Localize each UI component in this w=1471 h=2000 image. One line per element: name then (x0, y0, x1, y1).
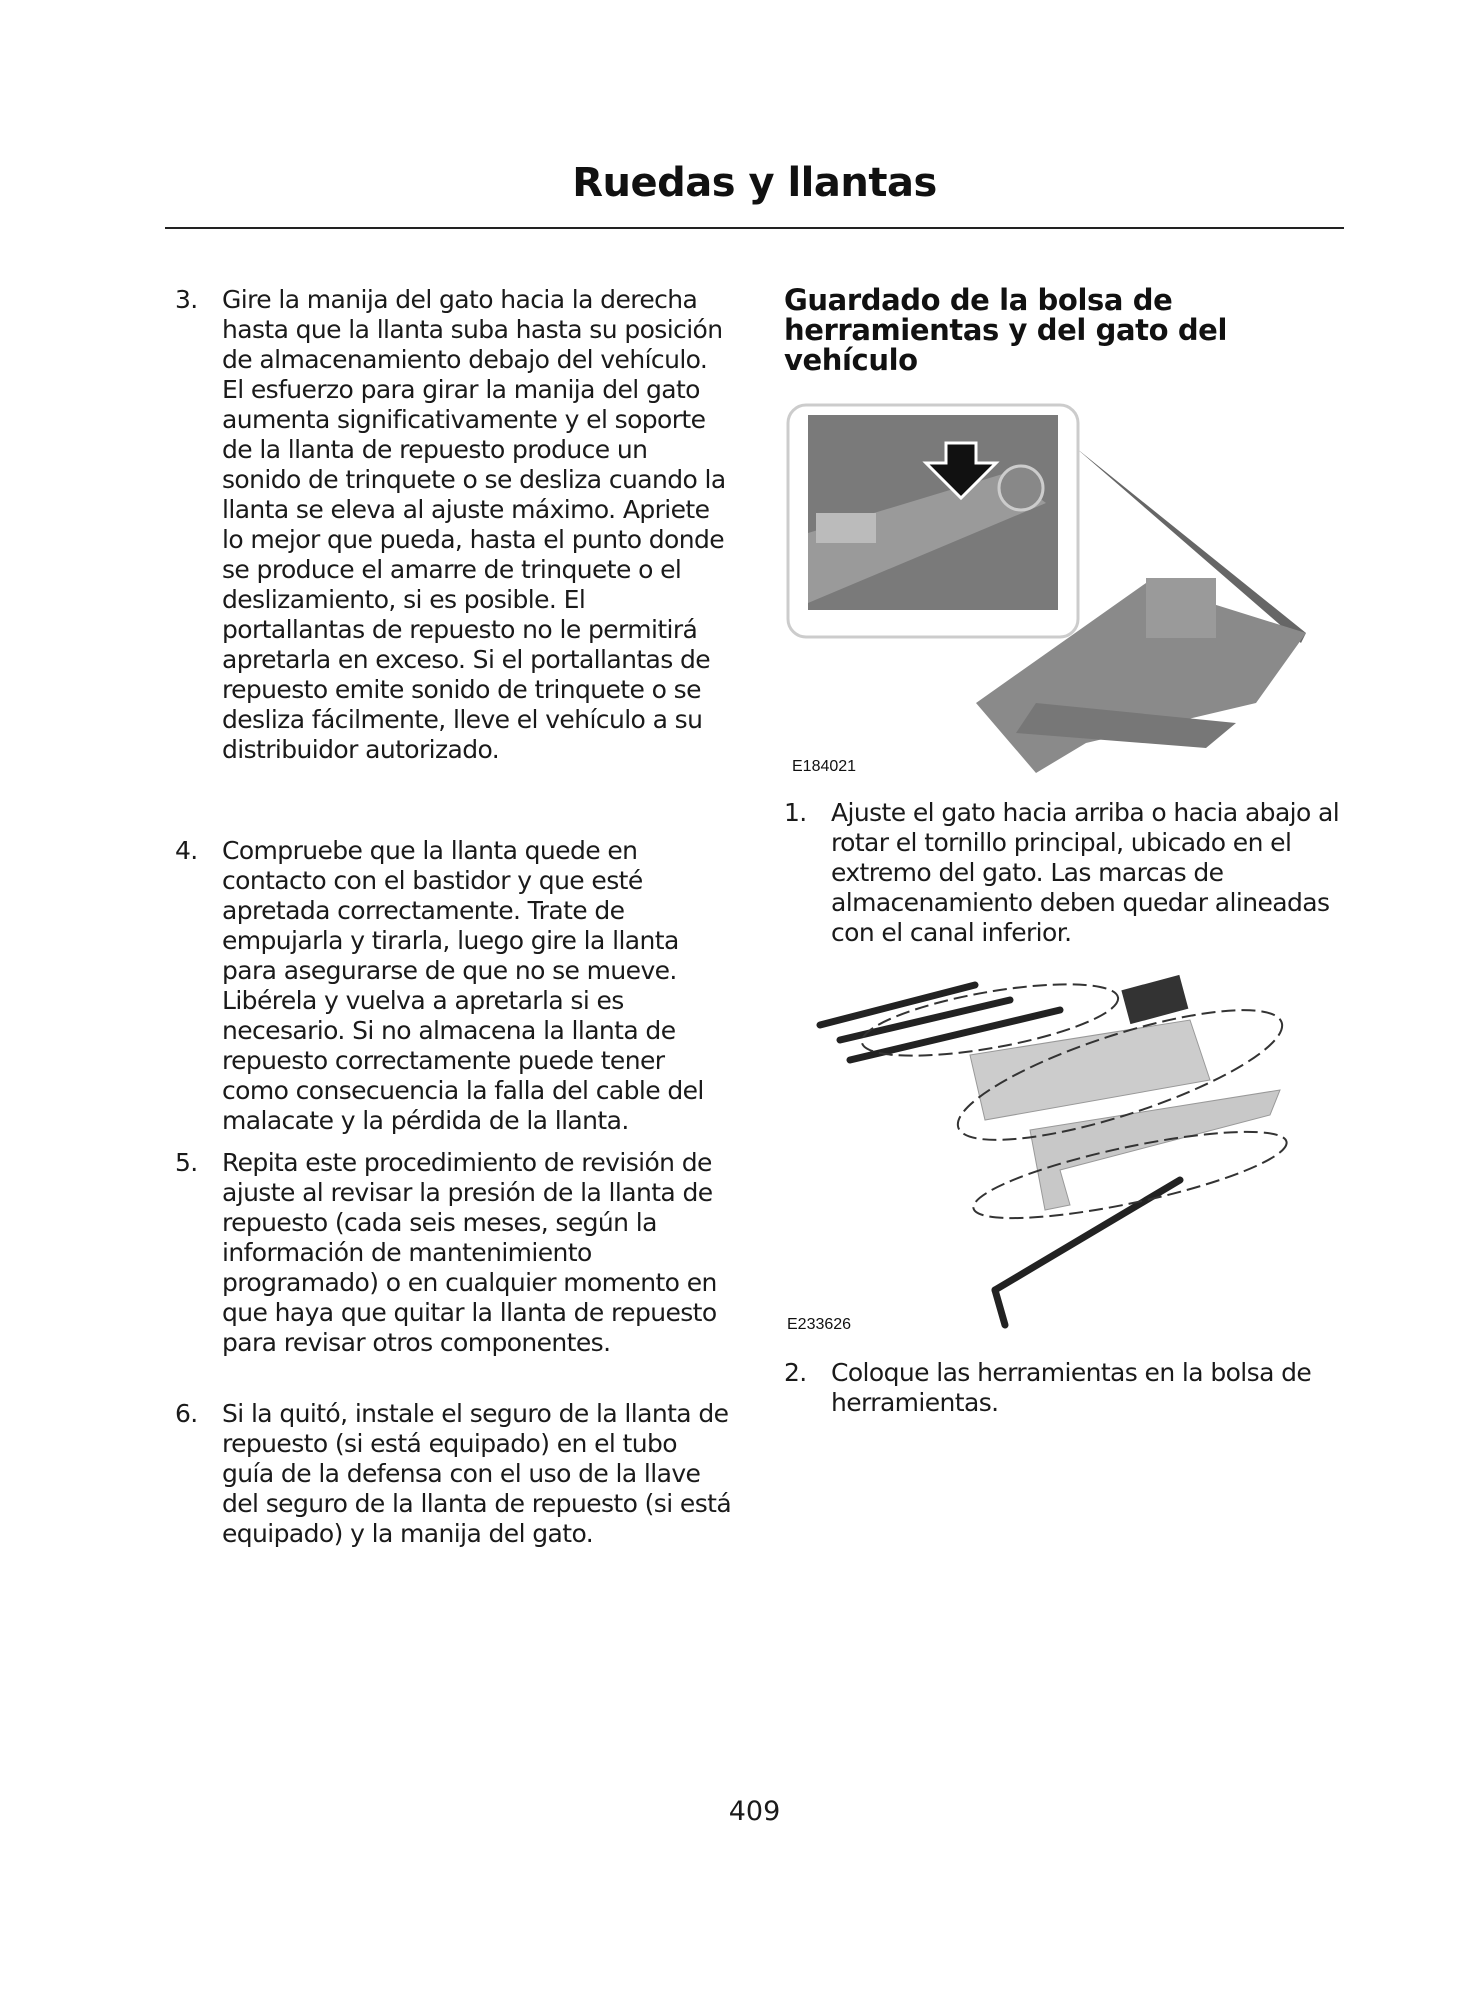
figure-label: E184021 (792, 758, 857, 775)
section-heading: Guardado de la bolsa de herramientas y del gato del vehículo (784, 283, 1227, 377)
figure-label: E233626 (787, 1316, 852, 1333)
item-number: 4. (175, 836, 198, 865)
page-title: Ruedas y llantas (572, 160, 937, 206)
toolkit-illustration (800, 970, 1290, 1335)
header-divider (165, 227, 1344, 229)
item-number: 1. (784, 798, 807, 827)
item-text: Gire la manija del gato hacia la derecha hasta que la llanta suba hasta su posición de almacenamiento debajo del vehículo. El esfuerzo para girar la manija del gato aumenta significativamente y el soporte de la llanta de repuesto produce un sonido de trinquete o se desliza cuando la llanta se eleva al ajuste máximo. Apriete lo mejor que pueda, hasta el punto donde se produce el amarre de trinquete o el deslizamiento, si es posible. El portallantas de repuesto no le permitirá apretarla en exceso. Si el portallantas de repuesto emite sonido de trinquete o se desliza fácilmente, lleve el vehículo a su distribuidor autorizado. (222, 285, 726, 764)
item-text: Ajuste el gato hacia arriba o hacia abajo al rotar el tornillo principal, ubicado en el extremo del gato. Las marcas de almacenamiento deben quedar alineadas con el canal inferior. (831, 798, 1340, 947)
item-number: 6. (175, 1399, 198, 1428)
item-text: Repita este procedimiento de revisión de ajuste al revisar la presión de la llanta de repuesto (cada seis meses, según la información de mantenimiento programado) o en cualquier momento en que haya que quitar la llanta de repuesto para revisar otros componentes. (222, 1148, 717, 1357)
item-number: 5. (175, 1148, 198, 1177)
item-number: 2. (784, 1358, 807, 1387)
item-text: Coloque las herramientas en la bolsa de herramientas. (831, 1358, 1312, 1417)
item-number: 3. (175, 285, 198, 314)
item-text: Compruebe que la llanta quede en contacto con el bastidor y que esté apretada correctamente. Trate de empujarla y tirarla, luego gire la llanta para asegurarse de que no se mueve. Libérela y vuelva a apretarla si es necesario. Si no almacena la llanta de repuesto correctamente puede tener como consecuencia la falla del cable del malacate y la pérdida de la llanta. (222, 836, 704, 1135)
jack-illustration (786, 403, 1346, 778)
page-number: 409 (728, 1796, 781, 1827)
item-text: Si la quitó, instale el seguro de la llanta de repuesto (si está equipado) en el tubo guía de la defensa con el uso de la llave del seguro de la llanta de repuesto (si está equipado) y la manija del gato. (222, 1399, 732, 1548)
